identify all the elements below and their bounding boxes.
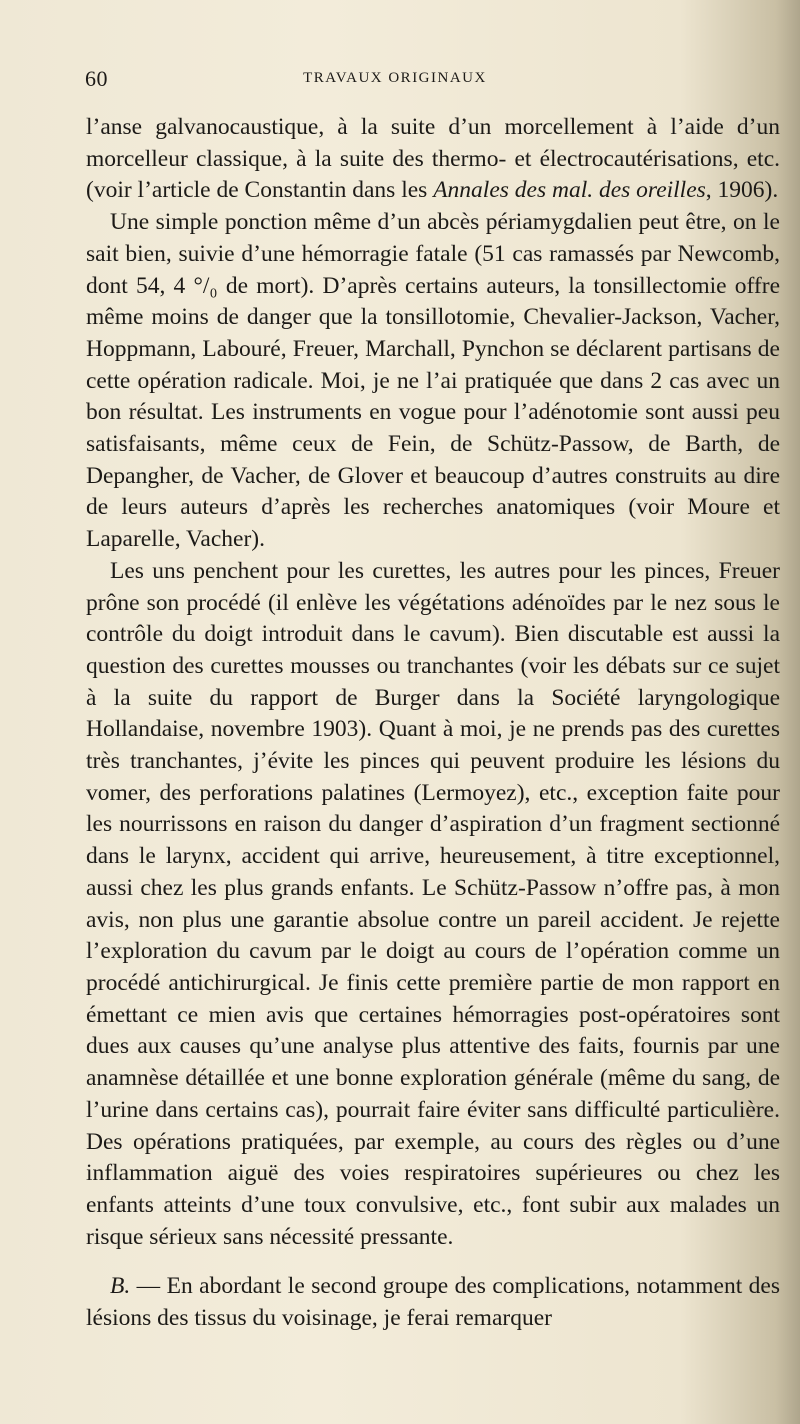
paragraph-section-b: B. — En abordant le second groupe des complications, notamment des lésions des tissus du voisinage, je ferai remarquer (86, 1273, 780, 1332)
running-head (85, 66, 705, 94)
page-number: 60 (85, 66, 108, 91)
paragraph-curettes: Les uns penchent pour les curettes, les autres pour les pinces, Freuer prône son procédé (il enlève les végétations adénoïdes par le nez sous le contrôle du doigt introduit dans le cavum). Bien discutable est aussi la question des curettes mousses ou tranchantes (voir les débats sur ce sujet à la suite du rapport de Burger dans la Société laryngologique Hollandaise, novembre 1903). Quant à moi, je ne prends pas des curettes très tranchantes, j’évite les pinces qui peuvent produire les lésions du vomer, des perforations palatines (Lermoyez), etc., exception faite pour les nourrissons en raison du danger d’aspiration d’un fragment sectionné dans le larynx, accident qui arrive, heureusement, à titre exceptionnel, aussi chez les plus grands enfants. Le Schütz-Passow n’offre pas, à mon avis, non plus une garantie absolue contre un pareil accident. Je rejette l’exploration du cavum par le doigt au cours de l’opération comme un procédé antichirurgical. Je finis cette première partie de mon rapport en émettant ce mien avis que certaines hémorragies post-opératoires sont dues aux causes qu’une analyse plus attentive des faits, fournis par une anamnèse détaillée et une bonne exploration générale (même du sang, de l’urine dans certains cas), pourrait faire éviter sans difficulté particulière. Des opérations pratiquées, par exemple, au cours des règles ou d’une inflammation aiguë des voies respiratoires supérieures ou chez les enfants atteints d’une toux convulsive, etc., font subir aux malades un risque sérieux sans nécessité pressante. (86, 557, 780, 1250)
journal-title: Annales des mal. des oreilles (433, 177, 706, 204)
running-title: TRAVAUX ORIGINAUX (303, 70, 487, 86)
body-text (86, 112, 780, 1335)
paragraph-continuation: l’anse galvanocaustique, à la suite d’un morcellement à l’aide d’un morcelleur classique, à la suite des thermo- et électrocautérisations, etc. (voir l’article de Constantin dans les Annales des mal. des oreilles, 1906). (86, 114, 780, 204)
paragraph-ponction: Une simple ponction même d’un abcès périamygdalien peut être, on le sait bien, suivie d’une hémorragie fatale (51 cas ramassés par Newcomb, dont 54, 4 °/₀ de mort). D’après certains auteurs, la tonsillectomie offre même moins de danger que la tonsillotomie, Chevalier-Jackson, Vacher, Hoppmann, Labouré, Freuer, Marchall, Pynchon se déclarent partisans de cette opération radicale. Moi, je ne l’ai pratiquée que dans 2 cas avec un bon résultat. Les instruments en vogue pour l’adénotomie sont aussi peu satisfaisants, même ceux de Fein, de Schütz-Passow, de Barth, de Depangher, de Vacher, de Glover et beaucoup d’autres construits au dire de leurs auteurs d’après les recherches anatomiques (voir Moure et Laparelle, Vacher). (86, 209, 780, 553)
section-marker: B. (110, 1273, 131, 1300)
